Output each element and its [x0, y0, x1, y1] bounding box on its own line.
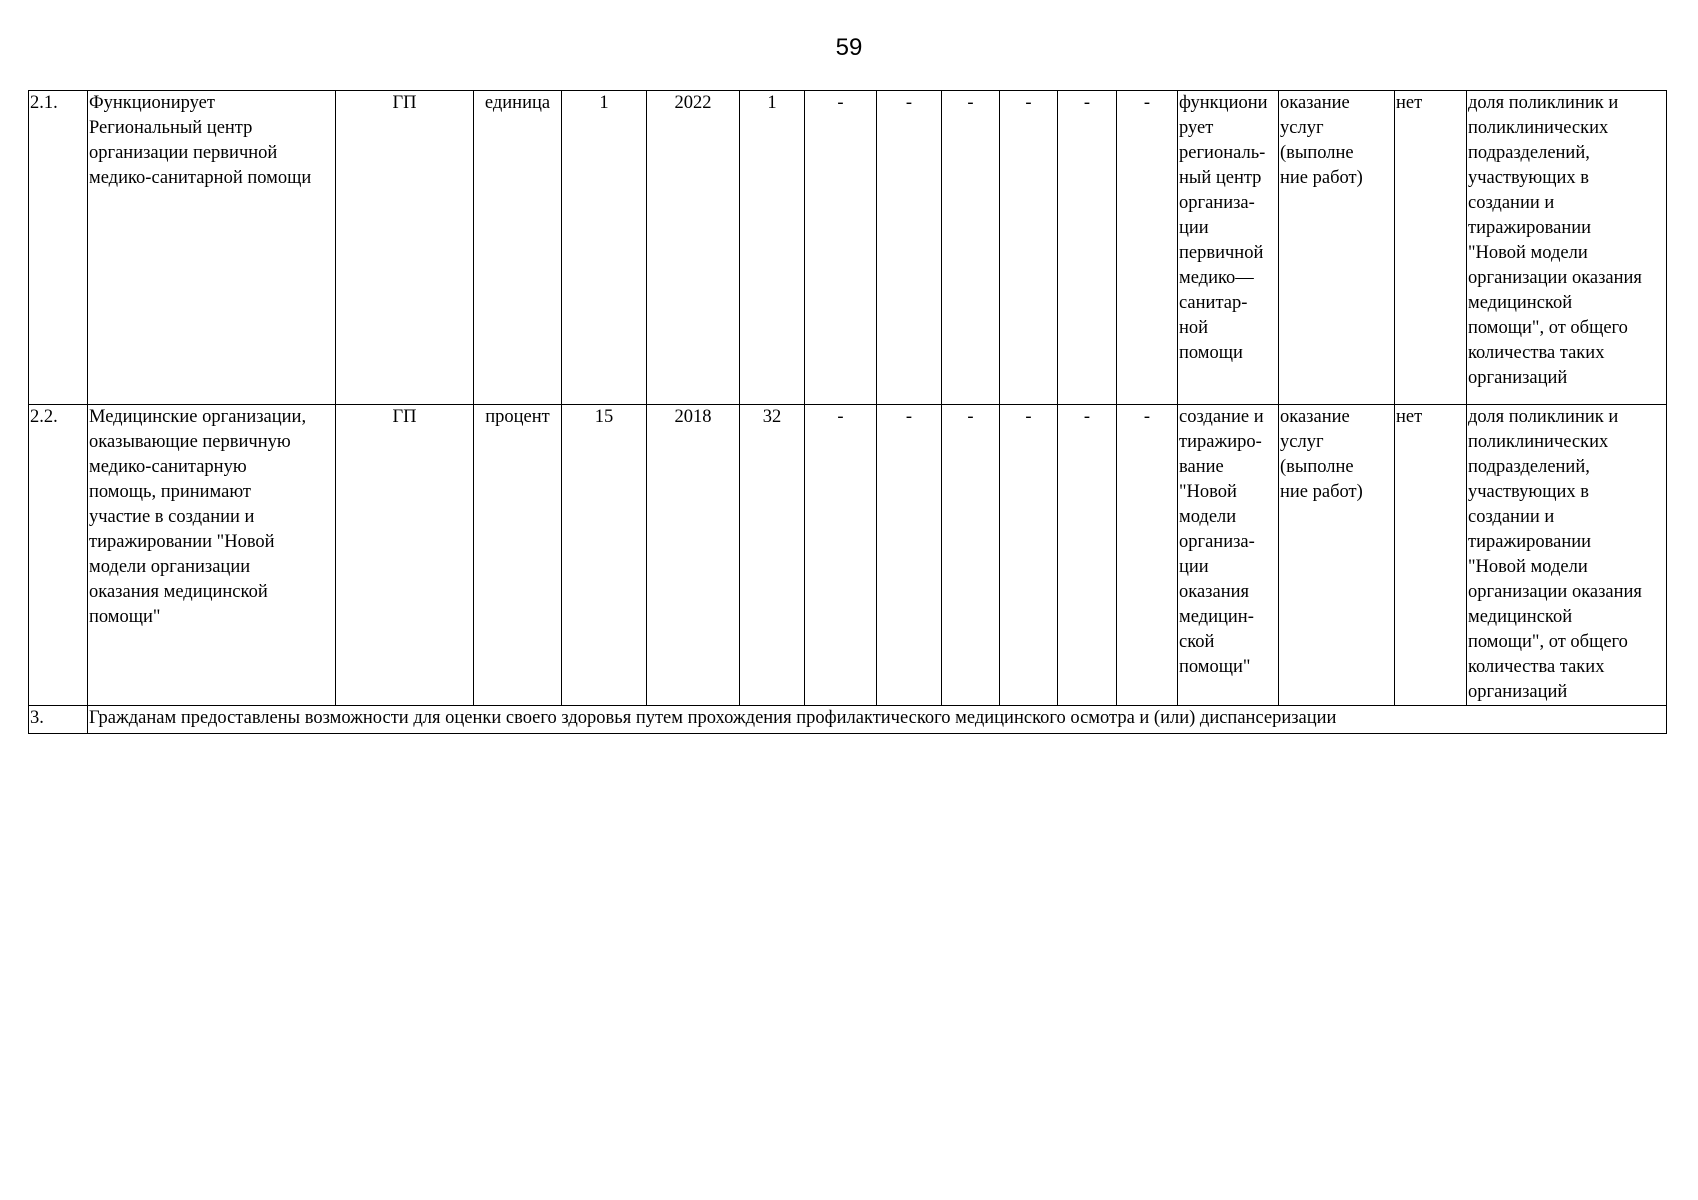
base-value-cell: 15: [562, 405, 647, 706]
related-indicator-cell: доля поликлиник и поликлинических подразделений, участвующих в создании и тиражировании "Новой модели организации оказания медицинской помощи", от общего количества таких организаций: [1467, 405, 1667, 706]
table-row: [29, 91, 1667, 405]
base-value-cell: 1: [562, 91, 647, 405]
base-year-cell: 2018: [647, 405, 740, 706]
level-cell: ГП: [336, 405, 474, 706]
table-row: [29, 405, 1667, 706]
period-value-cell: -: [1000, 405, 1058, 706]
indicator-name: Медицинские организации, оказывающие первичную медико-санитарную помощь, принимают участие в создании и тиражировании "Новой модели организации оказания медицинской помощи": [88, 405, 336, 706]
flag-cell: нет: [1395, 91, 1467, 405]
period-value-cell: -: [942, 405, 1000, 706]
section-number: 3.: [29, 706, 88, 734]
period-value-cell: -: [1058, 91, 1117, 405]
section-row: [29, 706, 1667, 734]
result-description-cell: создание и тиражиро- вание "Новой модели организа- ции оказания медицин- ской помощи": [1178, 405, 1279, 706]
indicator-name: Функционирует Региональный центр организации первичной медико-санитарной помощи: [88, 91, 336, 405]
period-value-cell: -: [1117, 91, 1178, 405]
unit-cell: единица: [474, 91, 562, 405]
period-value-cell: -: [1058, 405, 1117, 706]
result-type-cell: оказание услуг (выполне ние работ): [1279, 405, 1395, 706]
period-value-cell: -: [1117, 405, 1178, 706]
related-indicator-cell: доля поликлиник и поликлинических подразделений, участвующих в создании и тиражировании "Новой модели организации оказания медицинской помощи", от общего количества таких организаций: [1467, 91, 1667, 405]
indicators-table: [28, 90, 1667, 734]
period-value-cell: -: [805, 405, 877, 706]
flag-cell: нет: [1395, 405, 1467, 706]
page-number: 59: [835, 34, 863, 61]
row-number: 2.2.: [29, 405, 88, 706]
period-value-cell: -: [805, 91, 877, 405]
period-value-cell: -: [877, 91, 942, 405]
period-value-cell: -: [877, 405, 942, 706]
period-value-cell: 32: [740, 405, 805, 706]
section-title: Гражданам предоставлены возможности для оценки своего здоровья путем прохождения профилактического медицинского осмотра и (или) диспансеризации: [88, 706, 1667, 734]
result-description-cell: функциони рует региональ- ный центр организа- ции первичной медико— санитар- ной помощи: [1178, 91, 1279, 405]
unit-cell: процент: [474, 405, 562, 706]
period-value-cell: -: [1000, 91, 1058, 405]
result-type-cell: оказание услуг (выполне ние работ): [1279, 91, 1395, 405]
row-number: 2.1.: [29, 91, 88, 405]
level-cell: ГП: [336, 91, 474, 405]
base-year-cell: 2022: [647, 91, 740, 405]
period-value-cell: -: [942, 91, 1000, 405]
period-value-cell: 1: [740, 91, 805, 405]
